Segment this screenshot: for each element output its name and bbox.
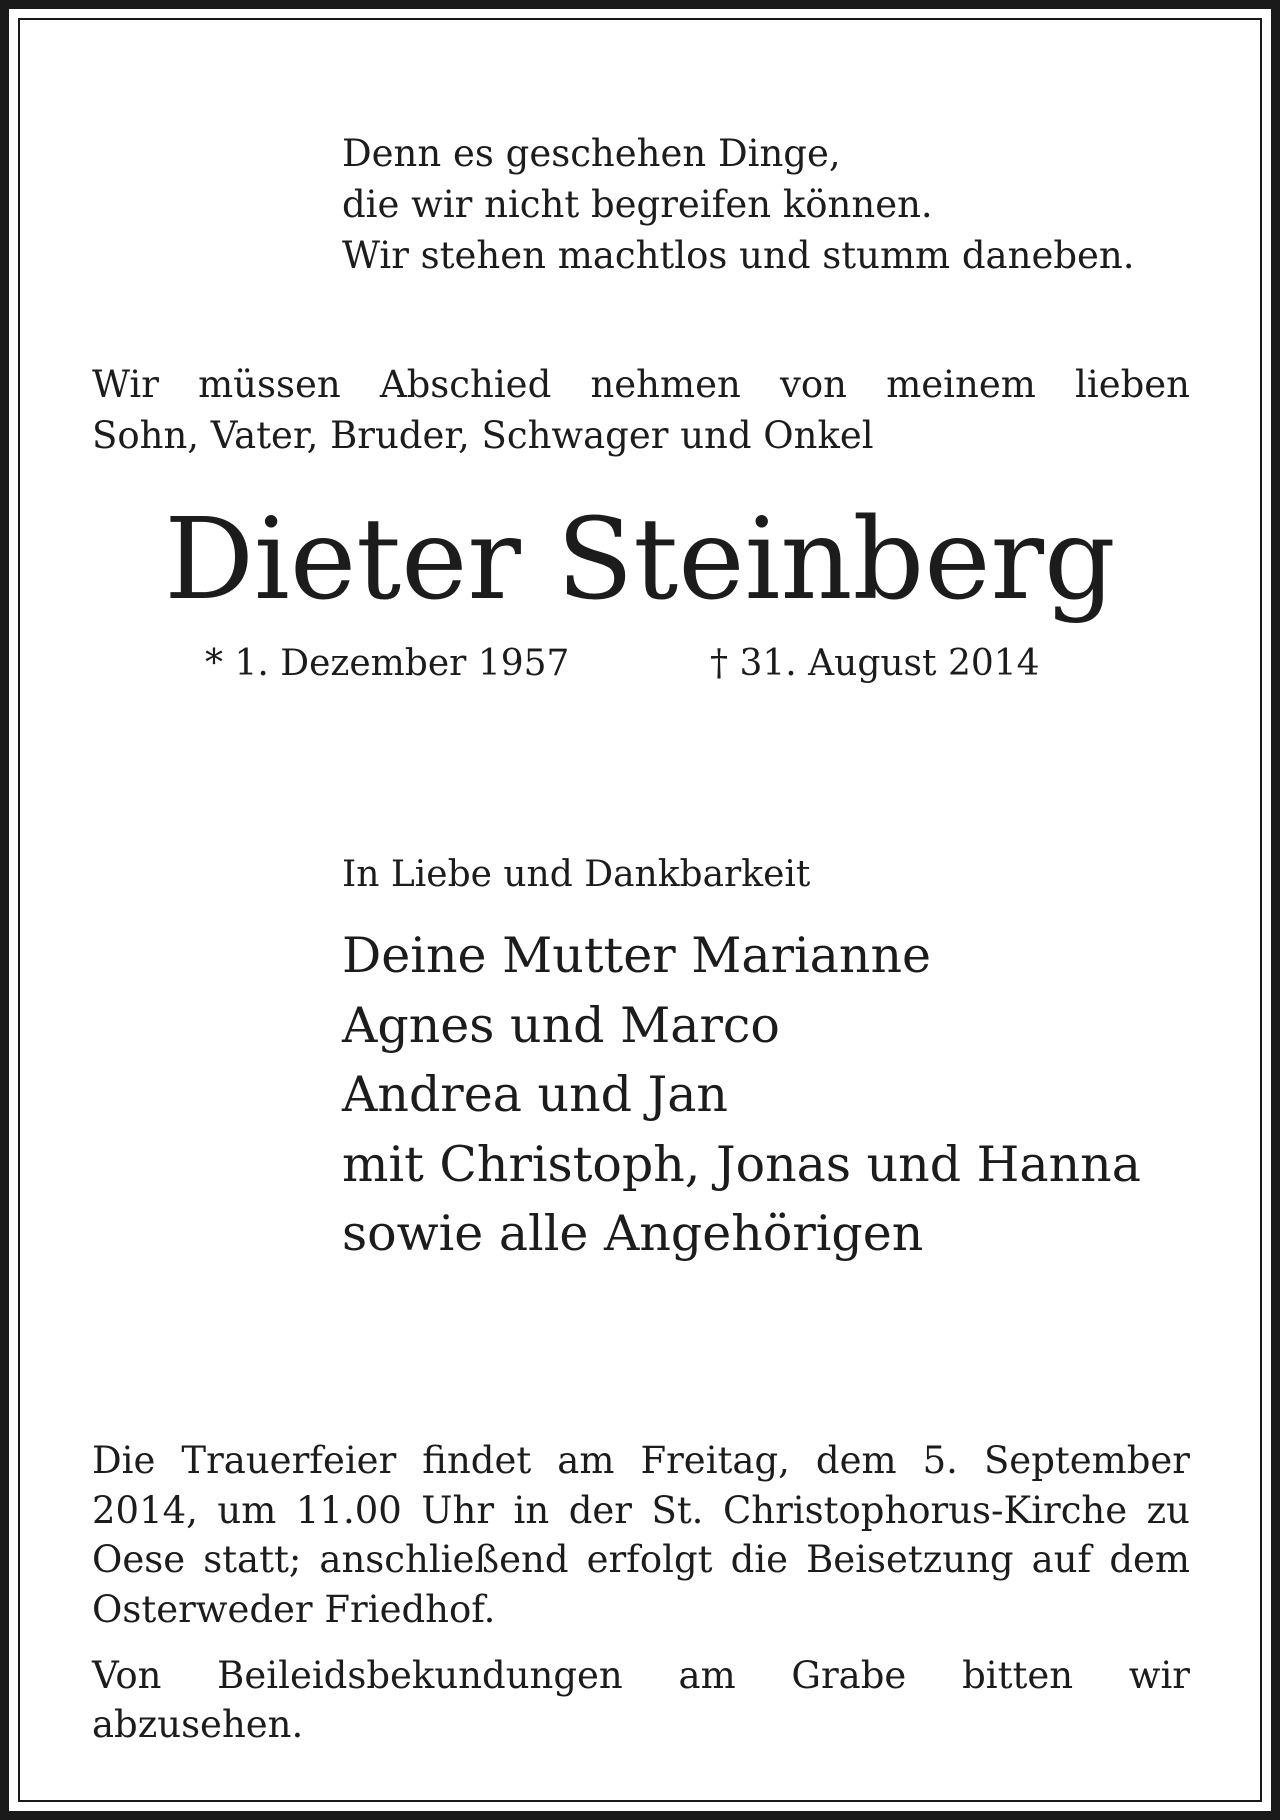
family-line: Deine Mutter Marianne	[342, 927, 932, 984]
ceremony-details	[92, 1436, 1190, 1634]
quote-line: Wir stehen machtlos und stumm daneben.	[342, 234, 1135, 277]
ceremony-line: 2014, um 11.00 Uhr in der St. Christophorus-Kirche zu	[92, 1488, 1190, 1532]
ceremony-line: Oese statt; anschließend erfolgt die Beisetzung auf dem	[92, 1538, 1190, 1581]
family-line: sowie alle Angehörigen	[342, 1205, 924, 1262]
farewell-intro	[92, 359, 1190, 461]
quote-line: Denn es geschehen Dinge,	[342, 132, 841, 175]
closing-note: Von Beileidsbekundungen am Grabe bitten wir abzusehen.	[92, 1654, 1190, 1746]
family-signatures	[342, 921, 1141, 1269]
ceremony-line: Die Trauerfeier findet am Freitag, dem 5. September	[92, 1439, 1190, 1482]
ceremony-line: Osterweder Friedhof.	[92, 1587, 496, 1631]
quote-line: die wir nicht begreifen können.	[342, 183, 933, 226]
intro-line: Sohn, Vater, Bruder, Schwager und Onkel	[92, 414, 874, 457]
family-line: mit Christoph, Jonas und Hanna	[342, 1135, 1141, 1193]
signature-intro: In Liebe und Dankbarkeit	[342, 854, 811, 895]
death-date: † 31. August 2014	[710, 643, 1040, 684]
family-line: Andrea und Jan	[342, 1066, 728, 1123]
deceased-name: Dieter Steinberg	[164, 495, 1116, 625]
birth-date: * 1. Dezember 1957	[205, 643, 570, 684]
family-line: Agnes und Marco	[342, 996, 780, 1054]
opening-quote	[342, 128, 1135, 281]
intro-line: Wir müssen Abschied nehmen von meinem lieben	[92, 363, 1190, 406]
